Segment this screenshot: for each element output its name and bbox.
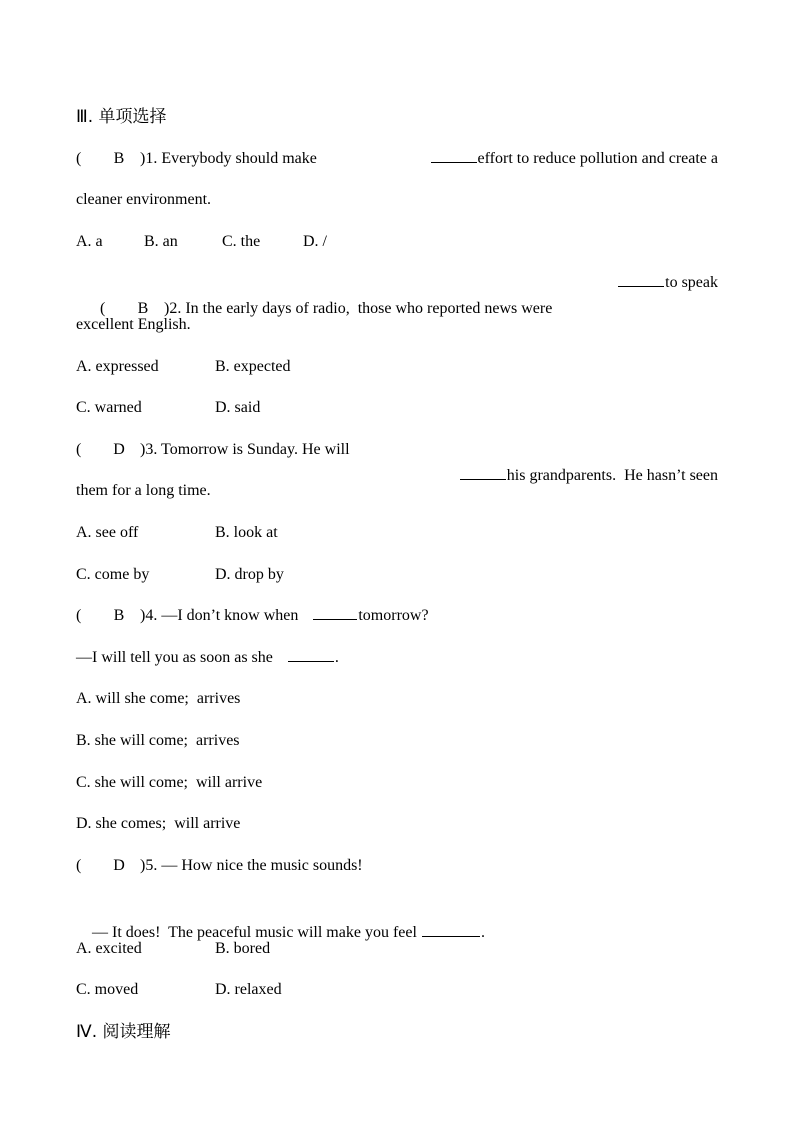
option-b: B. bored — [215, 939, 271, 957]
option-d: D. said — [215, 399, 261, 417]
answer-bracket: ( B — [76, 146, 140, 172]
question-4-option-d: D. she comes; will arrive — [76, 815, 241, 833]
question-4-option-a: A. will she come; arrives — [76, 690, 241, 708]
question-2-line-2: excellent English. — [76, 315, 191, 333]
answer-blank — [618, 272, 664, 287]
option-d: D. relaxed — [215, 981, 282, 999]
option-a: A. excited — [76, 939, 142, 957]
option-d: D. drop by — [215, 565, 284, 583]
answer-blank — [431, 148, 477, 163]
question-text: )2. In the early days of radio, those who reported news were — [164, 300, 553, 318]
question-3-options-row-2 — [76, 562, 718, 604]
question-2-options-row-1 — [76, 354, 718, 396]
question-1-line-1 — [76, 146, 718, 188]
question-5-line-1 — [76, 853, 718, 895]
section-heading-reading-comprehension: Ⅳ. 阅读理解 — [76, 1022, 171, 1043]
question-4-line-2 — [76, 645, 718, 687]
answer-letter: B — [113, 149, 125, 167]
question-text: )1. Everybody should make — [140, 149, 317, 167]
option-b: B. expected — [215, 357, 291, 375]
question-5-options-row-1 — [76, 936, 718, 978]
question-2-line-1 — [76, 270, 718, 318]
question-text: )4. —I don’t know when — [140, 607, 299, 625]
answer-blank — [288, 647, 334, 662]
answer-blank — [313, 605, 357, 620]
option-a: A. see off — [76, 523, 139, 541]
question-text: . — [480, 924, 485, 942]
question-5-options-row-2 — [76, 977, 718, 1019]
option-b: B. an — [144, 232, 178, 250]
question-3-options-row-1 — [76, 520, 718, 562]
question-2-options-row-2 — [76, 395, 718, 437]
option-d: D. / — [303, 232, 327, 250]
option-c: C. warned — [76, 399, 142, 417]
option-a: A. a — [76, 232, 103, 250]
option-c: C. come by — [76, 565, 150, 583]
question-3-line-1 — [76, 437, 718, 484]
option-b: B. look at — [215, 523, 278, 541]
option-a: A. expressed — [76, 357, 159, 375]
answer-bracket: ( D — [76, 853, 140, 879]
worksheet — [76, 104, 718, 1061]
option-c: C. the — [222, 232, 261, 250]
answer-letter: D — [113, 440, 125, 458]
question-4-option-c: C. she will come; will arrive — [76, 773, 263, 791]
question-4-option-b: B. she will come; arrives — [76, 731, 240, 749]
question-5-line-2 — [76, 894, 718, 942]
option-c: C. moved — [76, 981, 139, 999]
question-3-line-2: them for a long time. — [76, 482, 211, 500]
question-text: tomorrow? — [358, 607, 429, 625]
answer-bracket: ( B — [76, 603, 140, 629]
question-text: — It does! The peaceful music will make you feel — [92, 924, 417, 942]
question-text: his grandparents. He hasn’t seen — [506, 466, 718, 484]
answer-bracket: ( D — [76, 437, 140, 463]
answer-letter: B — [137, 300, 149, 318]
question-text: to speak — [665, 274, 718, 292]
question-text: effort to reduce pollution and create a — [477, 149, 718, 167]
question-1-line-2: cleaner environment. — [76, 191, 212, 209]
answer-bracket: ( B — [100, 296, 164, 322]
question-text: )3. Tomorrow is Sunday. He will — [140, 440, 350, 458]
section-heading-multiple-choice: Ⅲ. 单项选择 — [76, 107, 167, 127]
answer-letter: B — [113, 607, 125, 625]
question-text: . — [334, 648, 339, 666]
question-4-line-1 — [76, 603, 718, 645]
question-text: )5. — How nice the music sounds! — [140, 856, 363, 874]
answer-letter: D — [113, 856, 125, 874]
question-text: —I will tell you as soon as she — [76, 648, 273, 666]
question-1-options — [76, 229, 718, 271]
